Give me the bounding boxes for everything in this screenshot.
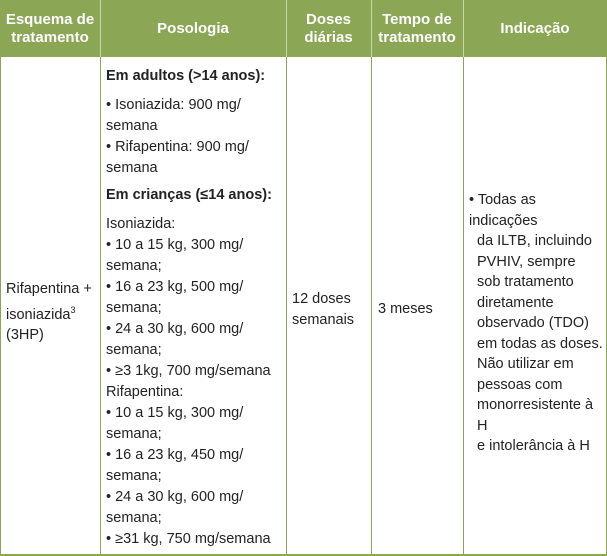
dosage-line: • Isoniazida: 900 mg/: [106, 97, 241, 113]
indication-line: e intolerância à H: [477, 438, 590, 454]
dosage-line: semana;: [106, 342, 162, 358]
dosage-line: semana: [106, 118, 158, 134]
indication-line: PVHIV, sempre: [477, 253, 576, 270]
indication-line: da ILTB, incluindo: [477, 233, 592, 249]
daily-doses-line: 12 doses: [292, 291, 351, 307]
dosage-line: • 24 a 30 kg, 600 mg/: [106, 321, 244, 337]
daily-doses-cell: [292, 289, 370, 330]
dosage-line: • ≥3 1kg, 700 mg/semana: [106, 363, 271, 379]
indication-line: Não utilizar em: [477, 356, 574, 372]
dosage-line: • 10 a 15 kg, 300 mg/: [106, 237, 244, 253]
dosage-line: • 10 a 15 kg, 300 mg/: [106, 405, 244, 421]
dosage-line: semana;: [106, 426, 162, 442]
children-title: Em crianças (≤14 anos):: [106, 187, 272, 203]
indication-line: pessoas com: [477, 376, 563, 393]
header-regimen: Esquema de tratamento: [5, 10, 95, 46]
header-indication: Indicação: [500, 19, 570, 37]
indication-cell: [469, 190, 606, 457]
regimen-name-text: Rifapentina + isoniazida: [6, 281, 92, 323]
dosage-line: • Rifapentina: 900 mg/: [106, 139, 249, 155]
indication-line: sob tratamento: [477, 274, 574, 290]
adults-title: Em adultos (>14 anos):: [106, 68, 266, 84]
dosage-line: semana;: [106, 510, 162, 526]
header-dosage: Posologia: [157, 19, 229, 37]
dosage-line: • 16 a 23 kg, 450 mg/: [106, 447, 244, 463]
dosage-line: • ≥31 kg, 750 mg/semana: [106, 531, 271, 547]
header-daily-doses: Doses diárias: [304, 10, 353, 46]
regimen-abbr: (3HP): [6, 326, 44, 343]
indication-line: observado (TDO): [477, 315, 590, 331]
daily-doses-line: semanais: [292, 311, 355, 328]
dosage-line: • 16 a 23 kg, 500 mg/: [106, 279, 244, 295]
dosage-line: semana;: [106, 258, 162, 274]
duration-cell: [378, 299, 462, 320]
dosage-line: semana;: [106, 300, 162, 316]
header-duration: Tempo de tratamento: [378, 10, 456, 46]
dosage-line: semana;: [106, 468, 162, 484]
regimen-footnote: 3: [70, 304, 76, 315]
indication-line: em todas as doses.: [477, 335, 603, 352]
dosage-line: semana: [106, 160, 158, 176]
indication-line: monorresistente à H: [477, 397, 594, 434]
dosage-line: • 24 a 30 kg, 600 mg/: [106, 489, 244, 505]
dosage-line: Isoniazida:: [106, 216, 176, 232]
dosage-line: Rifapentina:: [106, 384, 184, 400]
indication-line: diretamente: [477, 294, 554, 311]
indication-line: • Todas as indicações: [469, 192, 538, 229]
duration-value: 3 meses: [378, 301, 433, 317]
